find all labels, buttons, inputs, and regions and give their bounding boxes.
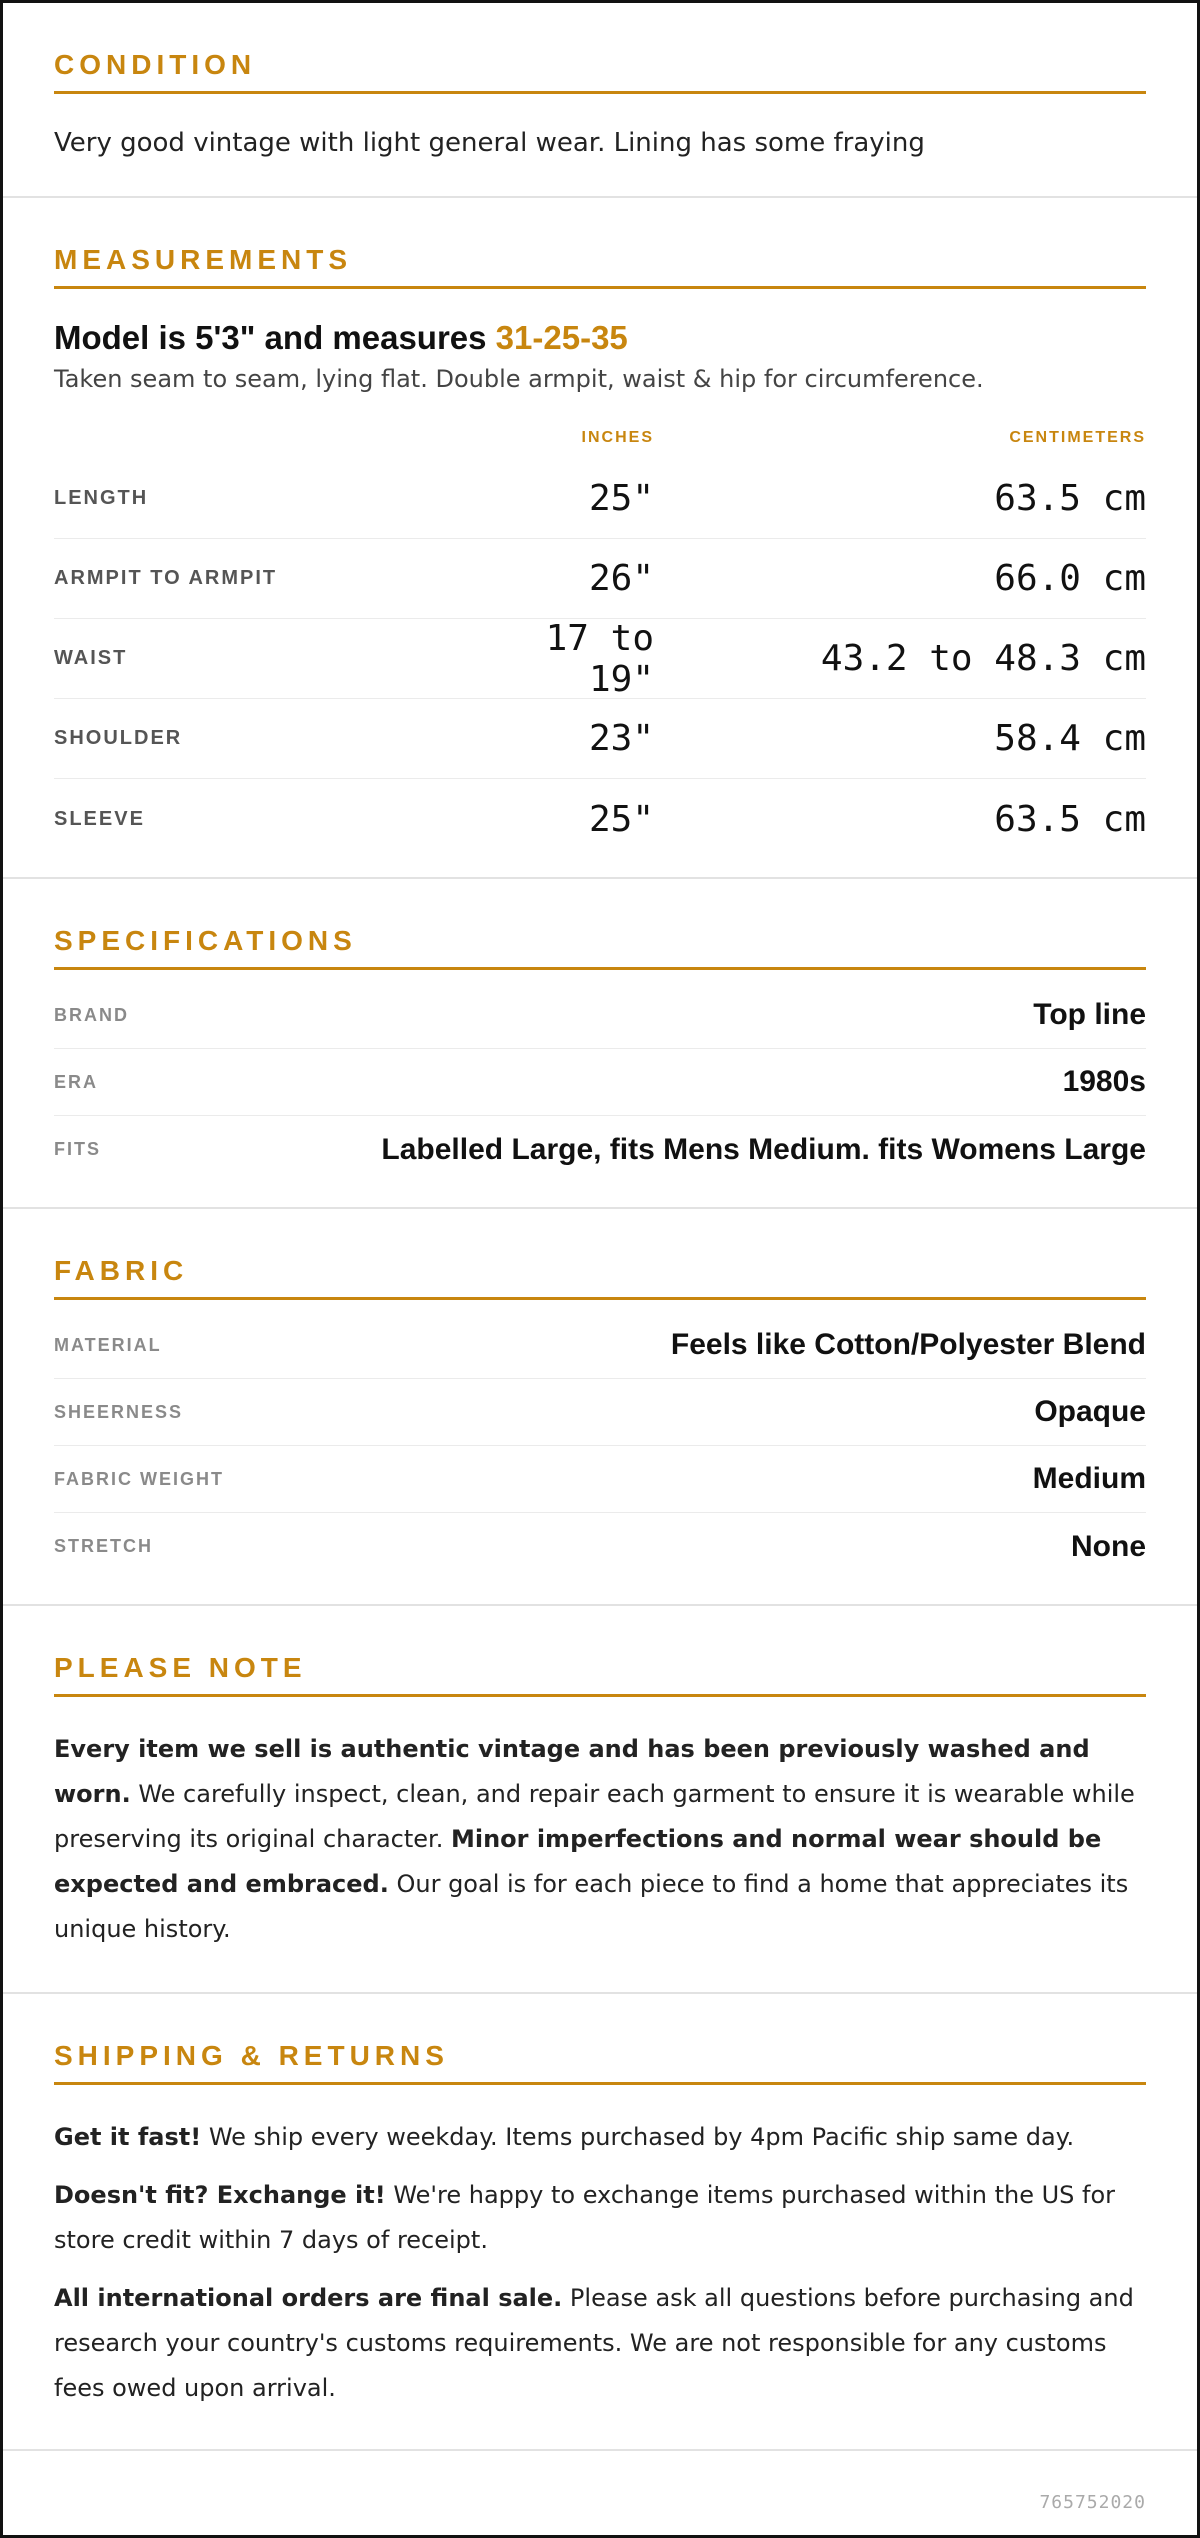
spec-key: ERA	[54, 1071, 99, 1092]
specifications-list	[54, 970, 1146, 1207]
measurement-label: SLEEVE	[54, 807, 145, 830]
measurement-inches: 25"	[588, 798, 654, 840]
fabric-row-weight	[54, 1446, 1146, 1513]
product-id: 765752020	[1039, 2492, 1146, 2513]
measurements-table	[54, 451, 1146, 877]
measurement-label: SHOULDER	[54, 727, 183, 749]
measurements-title: MEASUREMENTS	[54, 198, 1146, 289]
shipping-bold: All international orders are final sale.	[54, 2284, 563, 2312]
please-note-text	[54, 1697, 1146, 1992]
measurement-cm: 43.2 to 48.3 cm	[820, 638, 1146, 679]
fabric-title: FABRIC	[54, 1209, 1146, 1300]
measurement-row-length	[54, 459, 1146, 539]
model-info	[54, 319, 1146, 357]
please-note-title: PLEASE NOTE	[54, 1606, 1146, 1697]
shipping-bold: Get it fast!	[54, 2123, 202, 2151]
shipping-title: SHIPPING & RETURNS	[54, 1994, 1146, 2085]
measure-instructions: Taken seam to seam, lying flat. Double armpit, waist & hip for circumference.	[54, 365, 984, 393]
shipping-paragraph-fast	[54, 2115, 1146, 2160]
shipping-paragraph-international	[54, 2276, 1146, 2411]
note-bold-1: Every item we sell is authentic vintage and has been previously washed and worn.	[54, 1735, 1090, 1808]
fabric-value: Medium	[1032, 1462, 1146, 1495]
model-prefix: Model is 5'3" and measures	[54, 319, 496, 356]
fabric-key: FABRIC WEIGHT	[54, 1468, 224, 1489]
measurement-row-armpit	[54, 539, 1146, 619]
fabric-section	[3, 1209, 1197, 1606]
shipping-paragraph-exchange	[54, 2173, 1146, 2263]
spec-value: Labelled Large, fits Mens Medium. fits Womens Large	[381, 1132, 1146, 1166]
fabric-row-material	[54, 1312, 1146, 1379]
spec-key: BRAND	[54, 1004, 129, 1025]
measurement-row-waist	[54, 619, 1146, 699]
note-bold-2: Minor imperfections and normal wear should be expected and embraced.	[54, 1825, 1102, 1898]
shipping-body: We ship every weekday. Items purchased by 4pm Pacific ship same day.	[201, 2123, 1075, 2151]
col-cm-header: CENTIMETERS	[1009, 429, 1146, 446]
specifications-section	[3, 879, 1197, 1209]
note-text-1: We carefully inspect, clean, and repair each garment to ensure it is wearable while preserving its original character.	[54, 1780, 1135, 1853]
specifications-title: SPECIFICATIONS	[54, 879, 1146, 970]
spec-row-fits	[54, 1116, 1146, 1183]
measurement-cm: 66.0 cm	[994, 558, 1146, 599]
spec-value: 1980s	[1062, 1065, 1146, 1098]
measurement-label: LENGTH	[54, 487, 149, 509]
note-text-2: Our goal is for each piece to find a home that appreciates its unique history.	[54, 1870, 1129, 1943]
measurements-header	[54, 429, 1146, 451]
fabric-value: Opaque	[1034, 1395, 1146, 1428]
measurement-row-shoulder	[54, 699, 1146, 779]
measurement-label: WAIST	[54, 647, 128, 669]
shipping-body: We're happy to exchange items purchased within the US for store credit within 7 days of receipt.	[54, 2181, 1116, 2254]
please-note-section	[3, 1606, 1197, 1994]
fabric-value: Feels like Cotton/Polyester Blend	[670, 1328, 1146, 1361]
shipping-text	[54, 2085, 1146, 2449]
spec-row-era	[54, 1049, 1146, 1116]
model-measures: 31-25-35	[495, 319, 628, 356]
measurement-row-sleeve	[54, 779, 1146, 859]
spec-value: Top line	[1033, 998, 1146, 1031]
fabric-row-stretch	[54, 1513, 1146, 1580]
shipping-section	[3, 1994, 1197, 2451]
measurement-label: ARMPIT TO ARMPIT	[54, 567, 278, 589]
fabric-row-sheerness	[54, 1379, 1146, 1446]
fabric-key: MATERIAL	[54, 1334, 162, 1355]
fabric-value: None	[1071, 1529, 1146, 1563]
fabric-key: SHEERNESS	[54, 1401, 184, 1422]
measurement-cm: 58.4 cm	[994, 718, 1146, 759]
spec-row-brand	[54, 982, 1146, 1049]
measurement-inches: 17 to 19"	[545, 617, 654, 700]
condition-section	[3, 3, 1197, 198]
measurements-section	[3, 198, 1197, 879]
condition-title: CONDITION	[54, 3, 1146, 94]
measurement-cm: 63.5 cm	[994, 798, 1146, 840]
fabric-list	[54, 1300, 1146, 1604]
measurement-inches: 25"	[588, 478, 654, 519]
col-inches-header: INCHES	[581, 429, 654, 446]
measurement-inches: 23"	[588, 718, 654, 759]
condition-text: Very good vintage with light general wear. Lining has some fraying	[54, 128, 925, 158]
spec-key: FITS	[54, 1139, 101, 1159]
shipping-bold: Doesn't fit? Exchange it!	[54, 2181, 386, 2209]
fabric-key: STRETCH	[54, 1536, 153, 1556]
measurement-inches: 26"	[588, 558, 654, 599]
measurement-cm: 63.5 cm	[994, 478, 1146, 519]
shipping-body: Please ask all questions before purchasing and research your country's customs requirements. We are not responsible for any customs fees owed upon arrival.	[54, 2284, 1134, 2402]
